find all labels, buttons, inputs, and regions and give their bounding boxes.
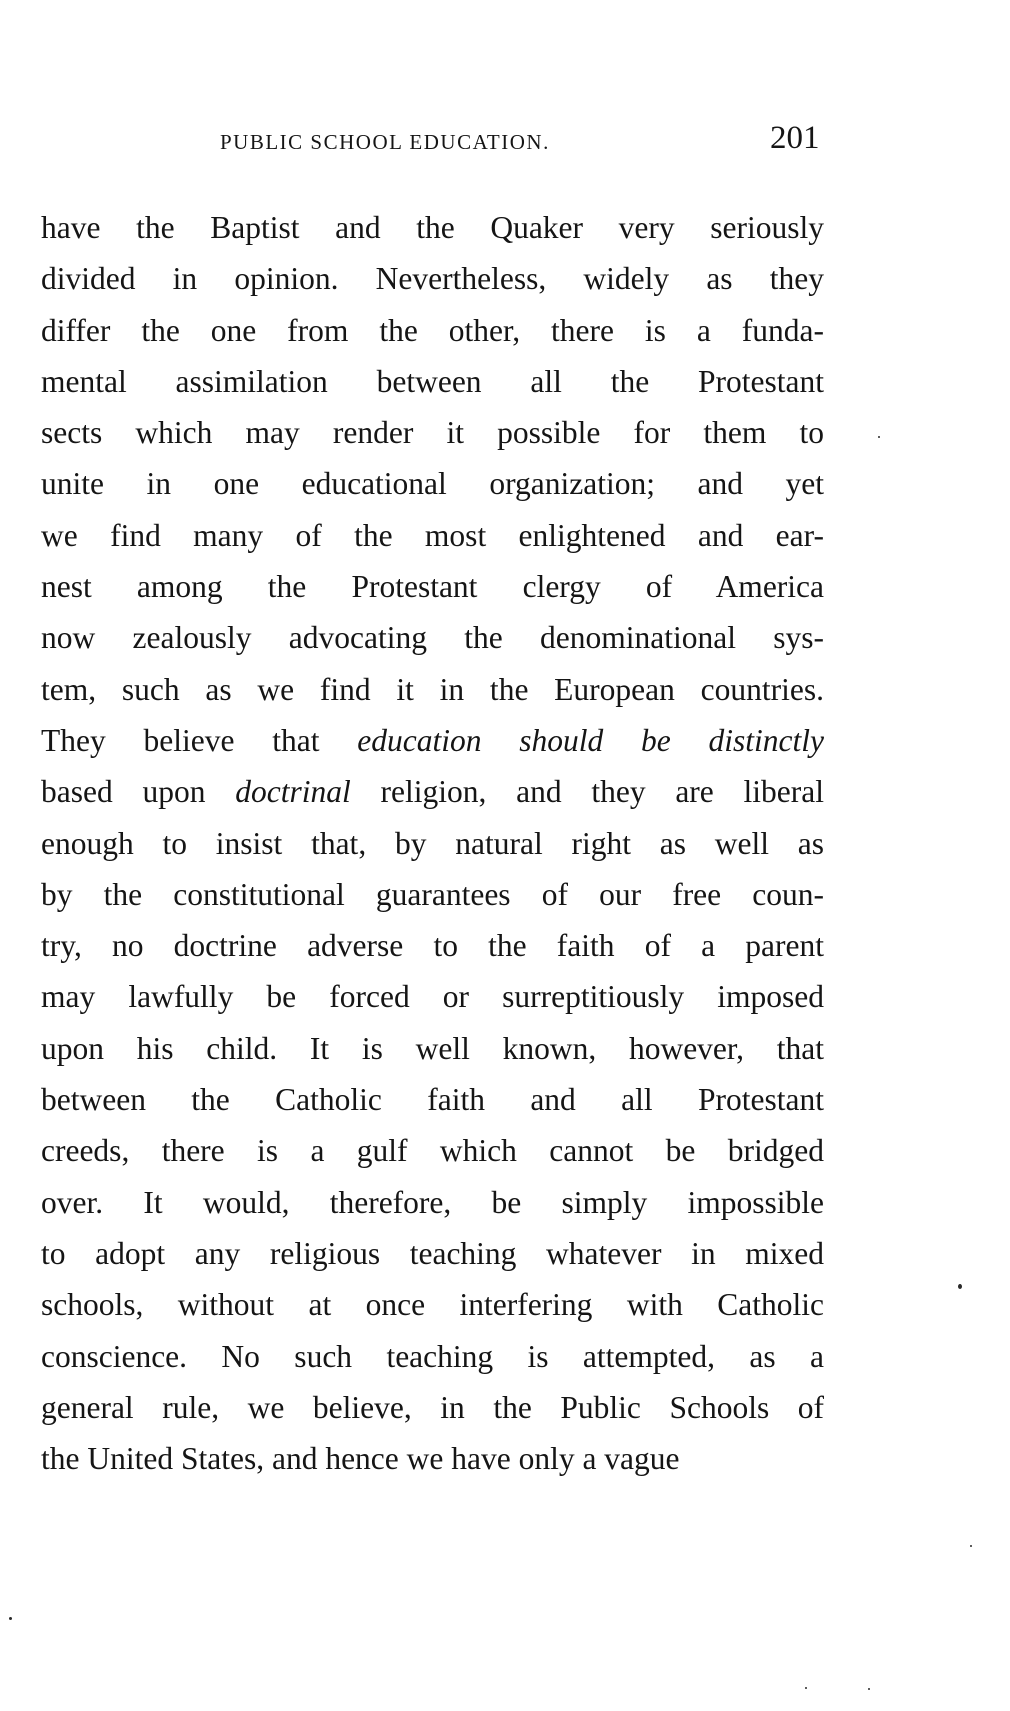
text-line: by the constitutional guarantees of our free coun- [41, 876, 824, 912]
text-line: try, no doctrine adverse to the faith of a parent [41, 928, 824, 964]
body-text [41, 202, 824, 1484]
text-line: unite in one educational organization; and yet [41, 466, 824, 502]
text-line: now zealously advocating the denominational sys- [41, 620, 824, 656]
text-line: to adopt any religious teaching whatever in mixed [41, 1235, 824, 1271]
italic-phrase: education should be distinctly [357, 722, 824, 758]
text-line: mental assimilation between all the Protestant [41, 363, 824, 399]
running-head [0, 118, 1010, 168]
page-number: 201 [770, 120, 820, 156]
text-line: based upon doctrinal religion, and they are liberal [41, 774, 824, 810]
text-line: conscience. No such teaching is attempted, as a [41, 1338, 824, 1374]
running-title: PUBLIC SCHOOL EDUCATION. [220, 130, 550, 154]
text-line: divided in opinion. Nevertheless, widely as they [41, 261, 824, 297]
text-line: schools, without at once interfering with Catholic [41, 1287, 824, 1323]
scan-speck [970, 1545, 972, 1547]
text-line: enough to insist that, by natural right as well as [41, 825, 824, 861]
scan-speck [805, 1687, 807, 1689]
text-line: we find many of the most enlightened and ear- [41, 517, 824, 553]
scan-speck [878, 436, 880, 438]
scan-speck [958, 1284, 962, 1289]
scan-speck [868, 1688, 870, 1690]
text-line: over. It would, therefore, be simply impossible [41, 1184, 824, 1220]
text-line: may lawfully be forced or surreptitiously imposed [41, 979, 824, 1015]
text-line: between the Catholic faith and all Protestant [41, 1082, 824, 1118]
text-line: They believe that education should be distinctly [41, 722, 824, 758]
text-line: tem, such as we find it in the European countries. [41, 671, 824, 707]
text-line: differ the one from the other, there is a funda- [41, 312, 824, 348]
text-line: general rule, we believe, in the Public Schools of [41, 1389, 824, 1425]
text-line: creeds, there is a gulf which cannot be bridged [41, 1133, 824, 1169]
text-line: sects which may render it possible for them to [41, 415, 824, 451]
text-line: the United States, and hence we have only a vague [41, 1441, 680, 1477]
text-line: upon his child. It is well known, however, that [41, 1030, 824, 1066]
text-line: have the Baptist and the Quaker very seriously [41, 210, 824, 245]
italic-phrase: doctrinal [235, 774, 351, 810]
text-line: nest among the Protestant clergy of America [41, 569, 824, 605]
scan-speck [9, 1617, 12, 1620]
